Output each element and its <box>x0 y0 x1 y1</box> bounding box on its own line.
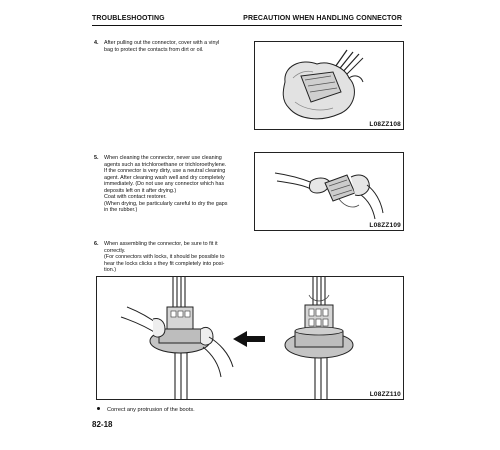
item-line: When cleaning the connector, never use cleaning <box>104 155 222 161</box>
item-line: (When drying, be particularly careful to dry the gaps <box>104 200 228 207</box>
assembling-connector-illustration <box>97 277 403 399</box>
left-connector-drawing <box>121 277 233 399</box>
page-number: 82-18 <box>92 420 113 429</box>
cleaning-connector-illustration <box>255 153 403 230</box>
item-text <box>104 241 234 274</box>
figure-label: L08ZZ109 <box>369 222 401 229</box>
item-line: immediately. (Do not use any connector which has <box>104 181 225 187</box>
header-topic-title: PRECAUTION WHEN HANDLING CONNECTOR <box>243 15 402 22</box>
figure-assembling-connector <box>96 276 404 400</box>
item-line: After pulling out the connector, cover with a vinyl <box>104 40 220 46</box>
item-line: If the connector is very dirty, use a neutral cleaning <box>104 168 226 174</box>
header-section-title: TROUBLESHOOTING <box>92 15 165 22</box>
item-line: agents such as trichloroethane or trichloroethylene. <box>104 161 227 168</box>
item-line: Coat with contact restorer. <box>104 194 167 200</box>
item-number: 6. <box>94 241 99 247</box>
item-line: When assembling the connector, be sure to fit it <box>104 241 218 247</box>
item-number: 4. <box>94 40 99 46</box>
item-line: agent. After cleaning wash well and dry completely <box>104 174 225 181</box>
item-line: bag to protect the contacts from dirt or oil. <box>104 46 204 53</box>
item-line: in the rubber.) <box>104 207 138 213</box>
instruction-item-4 <box>94 40 234 53</box>
connector-bag-illustration <box>255 42 403 129</box>
figure-connector-in-bag <box>254 41 404 130</box>
item-line: correctly. <box>104 247 126 254</box>
figure-label: L08ZZ108 <box>369 121 401 128</box>
bullet-text: Correct any protrusion of the boots. <box>107 407 195 413</box>
bullet-note <box>97 407 195 413</box>
arrow-left-icon <box>233 331 265 347</box>
item-line: deposits left on it after drying.) <box>104 187 177 194</box>
figure-cleaning-connector <box>254 152 404 231</box>
item-line: hear the locks clicks s they fit completely into posi- <box>104 260 225 267</box>
item-text <box>104 155 234 214</box>
figure-label: L08ZZ110 <box>369 391 401 398</box>
item-number: 5. <box>94 155 99 161</box>
instruction-item-5 <box>94 155 234 214</box>
right-connector-drawing <box>285 277 353 399</box>
instruction-item-6 <box>94 241 234 274</box>
item-line: tion.) <box>104 267 116 273</box>
item-line: (For connectors with locks, it should be possible to <box>104 254 225 260</box>
page-header <box>92 13 402 26</box>
item-text <box>104 40 234 53</box>
bullet-dot-icon <box>97 407 100 410</box>
